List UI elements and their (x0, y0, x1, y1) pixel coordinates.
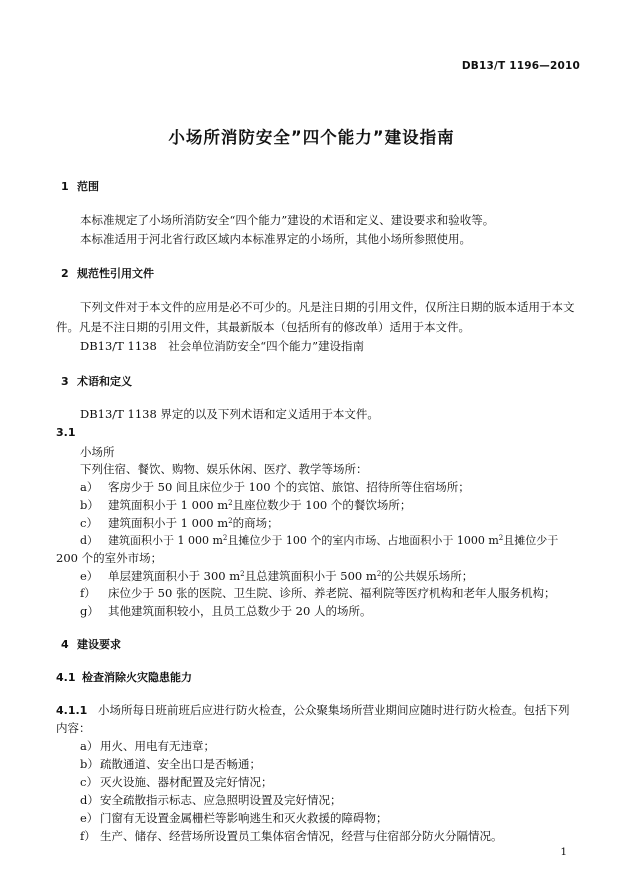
superscript: 2 (228, 517, 233, 525)
section-3-heading (61, 375, 132, 389)
list-item (80, 604, 371, 618)
superscript: 2 (376, 570, 382, 578)
list-marker: c） (80, 516, 98, 530)
list-text-cont: 且摊位少于 (503, 534, 559, 547)
section-4-1-heading (56, 671, 192, 685)
clause-text: 小场所每日班前班后应进行防火检查，公众聚集场所营业期间应随时进行防火检查。包括下列 (98, 703, 570, 717)
term-number: 3.1 (56, 426, 76, 439)
list-marker: g） (80, 604, 99, 618)
list-item (80, 739, 215, 753)
list-item (80, 498, 411, 512)
superscript: 2 (240, 570, 245, 578)
section-number: 2 (61, 267, 69, 280)
list-marker: e） (80, 811, 99, 825)
list-item-continuation: 200 个的室外市场； (56, 551, 163, 565)
list-item (80, 534, 558, 548)
list-item (80, 516, 279, 530)
section-title: 检查消除火灾隐患能力 (82, 671, 192, 684)
list-text: 客房少于 50 间且床位少于 100 个的宾馆、旅馆、招待所等住宿场所； (108, 480, 470, 494)
term-name: 小场所 (80, 445, 115, 459)
section-title: 范围 (77, 180, 99, 193)
document-title: 小场所消防安全”四个能力”建设指南 (168, 128, 455, 147)
list-marker: b） (80, 498, 99, 512)
s411-paragraph-line-2: 内容： (56, 721, 91, 735)
list-text: 建筑面积小于 1 000 m (108, 516, 229, 530)
s2-reference: DB13/T 1138 社会单位消防安全“四个能力”建设指南 (80, 339, 365, 353)
list-text: 建筑面积小于 1 000 m (108, 534, 223, 547)
list-marker: c） (80, 775, 98, 789)
page-number: 1 (560, 846, 567, 858)
section-4-heading (61, 638, 121, 652)
list-marker: b） (80, 757, 99, 771)
list-item (80, 829, 503, 843)
section-number: 4.1 (56, 671, 76, 684)
s1-paragraph-1: 本标准规定了小场所消防安全“四个能力”建设的术语和定义、建设要求和验收等。 (80, 213, 495, 227)
standard-code: DB13/T 1196—2010 (461, 60, 580, 72)
section-title: 术语和定义 (77, 375, 132, 388)
list-item (80, 775, 273, 789)
s1-paragraph-2: 本标准适用于河北省行政区域内本标准界定的小场所，其他小场所参照使用。 (80, 232, 471, 246)
list-text: 门窗有无设置金属栅栏等影响逃生和灭火救援的障碍物； (100, 811, 388, 825)
s2-paragraph-1-line-2: 件。凡是不注日期的引用文件，其最新版本（包括所有的修改单）适用于本文件。 (56, 320, 470, 334)
term-definition-intro: 下列住宿、餐饮、购物、娱乐休闲、医疗、教学等场所： (80, 462, 368, 476)
list-item (80, 757, 261, 771)
list-marker: f） (80, 829, 96, 843)
list-text: 灭火设施、器材配置及完好情况； (100, 775, 273, 789)
list-item (80, 586, 555, 600)
list-text-cont: 且座位数少于 100 个的餐饮场所； (232, 498, 412, 512)
superscript: 2 (498, 534, 504, 542)
list-item (80, 811, 388, 825)
section-number: 1 (61, 180, 69, 193)
s3-paragraph-1: DB13/T 1138 界定的以及下列术语和定义适用于本文件。 (80, 407, 379, 421)
s411-paragraph-line-1 (56, 703, 570, 718)
list-text: 生产、储存、经营场所设置员工集体宿舍情况，经营与住宿部分防火分隔情况。 (100, 829, 503, 843)
list-text: 疏散通道、安全出口是否畅通； (100, 757, 261, 771)
list-text-cont: 的公共娱乐场所； (381, 569, 474, 583)
superscript: 2 (228, 499, 233, 507)
s2-paragraph-1-line-1: 下列文件对于本文件的应用是必不可少的。凡是注日期的引用文件，仅所注日期的版本适用于本文 (80, 300, 575, 314)
list-marker: d） (80, 534, 99, 547)
list-marker: d） (80, 793, 99, 807)
section-2-heading (61, 267, 154, 281)
list-marker: e） (80, 569, 99, 583)
list-text-mid: 且总建筑面积小于 500 m (244, 569, 377, 583)
clause-number: 4.1.1 (56, 704, 88, 717)
list-text-cont: 的商场； (232, 516, 279, 530)
list-text: 建筑面积小于 1 000 m (108, 498, 229, 512)
superscript: 2 (222, 534, 228, 542)
section-1-heading (61, 180, 99, 194)
list-text: 用火、用电有无违章； (100, 739, 215, 753)
list-text: 其他建筑面积较小，且员工总数少于 20 人的场所。 (108, 604, 372, 618)
section-title: 建设要求 (77, 638, 121, 651)
list-marker: a） (80, 739, 99, 753)
section-number: 3 (61, 375, 69, 388)
section-title: 规范性引用文件 (77, 267, 154, 280)
list-text: 床位少于 50 张的医院、卫生院、诊所、养老院、福利院等医疗机构和老年人服务机构； (108, 586, 556, 600)
list-text: 单层建筑面积小于 300 m (108, 569, 241, 583)
list-text: 安全疏散指示标志、应急照明设置及完好情况； (100, 793, 342, 807)
section-number: 4 (61, 638, 69, 651)
list-item (80, 793, 342, 807)
list-marker: a） (80, 480, 99, 494)
list-item (80, 569, 473, 583)
list-marker: f） (80, 586, 96, 600)
list-text-mid: 且摊位少于 100 个的室内市场、占地面积小于 1000 m (227, 534, 499, 547)
list-item (80, 480, 470, 494)
